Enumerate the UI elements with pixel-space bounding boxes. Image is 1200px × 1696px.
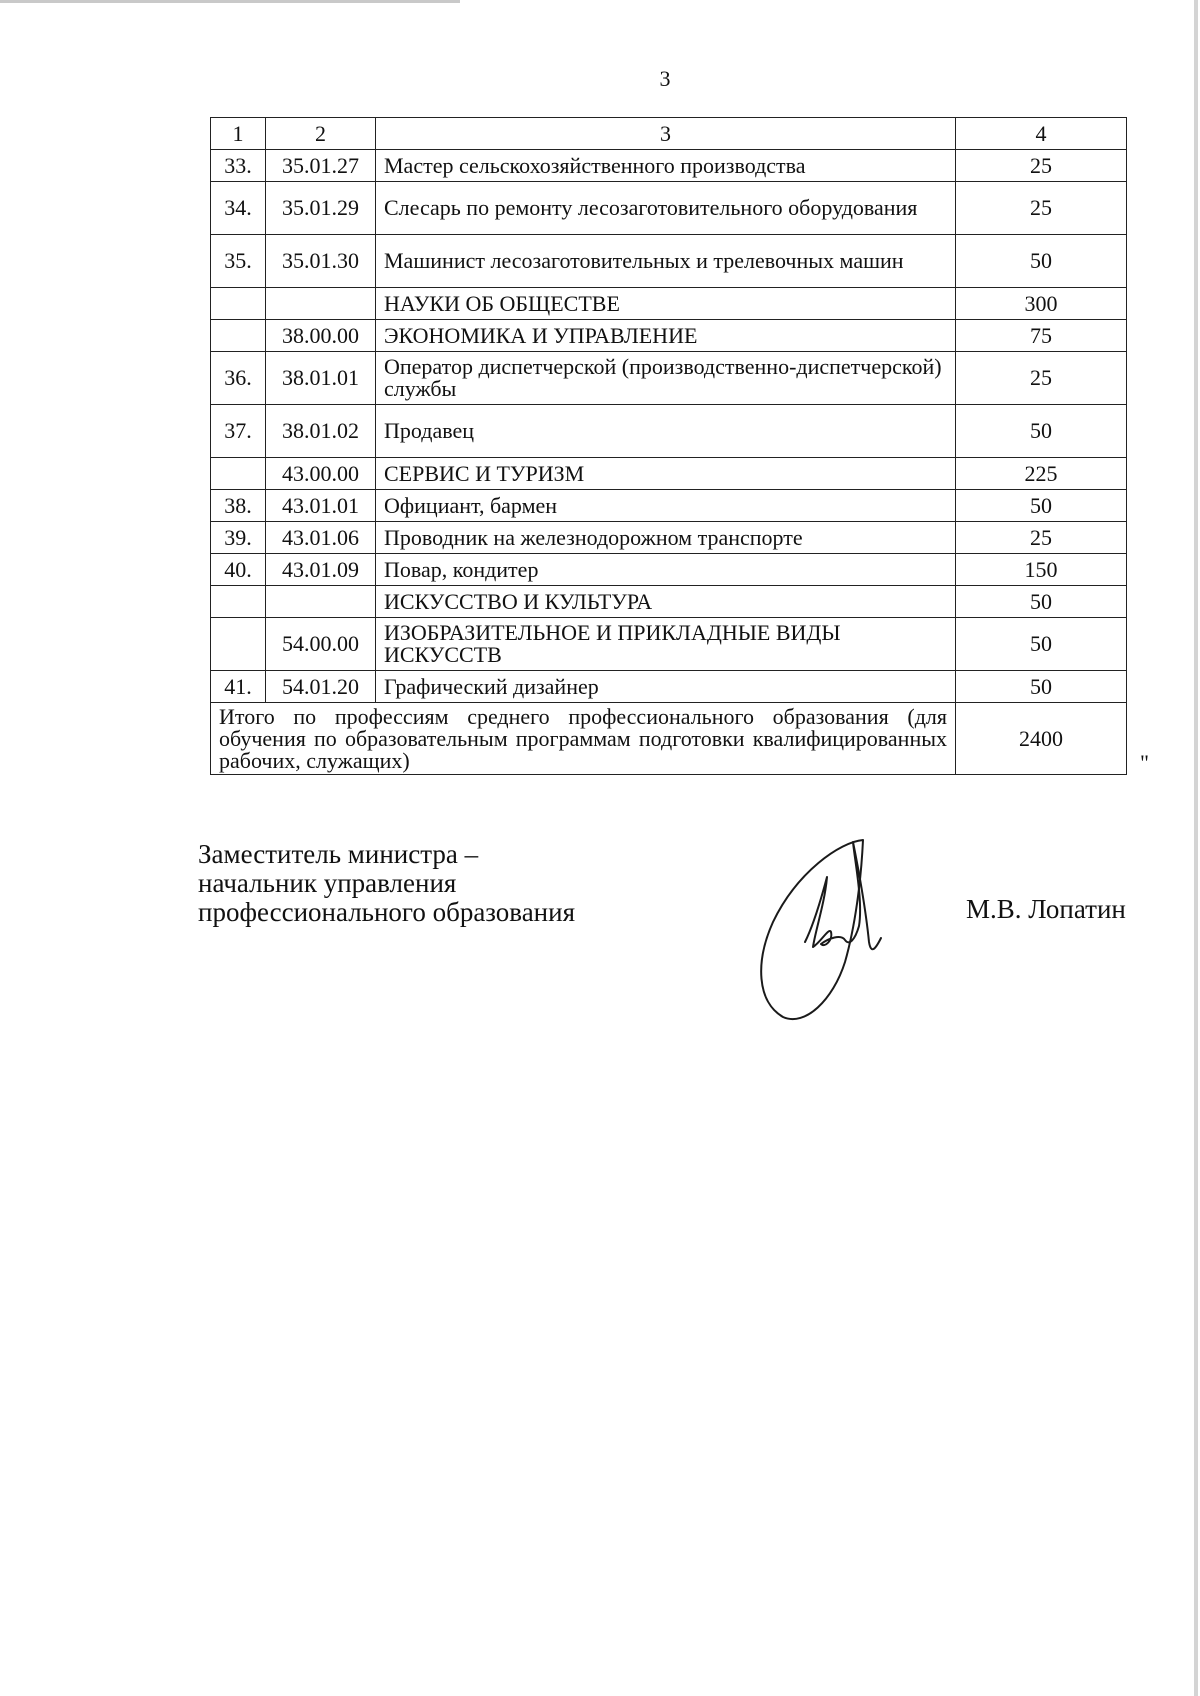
- table-header-row: [211, 118, 1127, 150]
- row-number: 41.: [211, 671, 266, 703]
- total-value: 2400: [956, 703, 1127, 775]
- row-name: Повар, кондитер: [376, 554, 956, 586]
- table-row: [211, 235, 1127, 288]
- table-row: [211, 490, 1127, 522]
- row-code: 43.00.00: [266, 458, 376, 490]
- signatory-line: начальник управления: [198, 868, 457, 898]
- signatory-title: [198, 840, 575, 927]
- signatory-line: Заместитель министра –: [198, 839, 479, 869]
- row-code: 54.00.00: [266, 618, 376, 671]
- table-row: [211, 288, 1127, 320]
- table-row: [211, 458, 1127, 490]
- table-row: [211, 671, 1127, 703]
- row-number: [211, 618, 266, 671]
- row-value: 25: [956, 522, 1127, 554]
- row-name: НАУКИ ОБ ОБЩЕСТВЕ: [376, 288, 956, 320]
- header-cell: 4: [956, 118, 1127, 150]
- table-row: [211, 586, 1127, 618]
- row-name: Официант, бармен: [376, 490, 956, 522]
- handwritten-signature: [745, 822, 925, 1022]
- table-row: [211, 352, 1127, 405]
- row-number: [211, 320, 266, 352]
- signature-loop: [761, 840, 863, 1019]
- row-code: [266, 288, 376, 320]
- row-number: 34.: [211, 182, 266, 235]
- row-number: 39.: [211, 522, 266, 554]
- row-name: Мастер сельскохозяйственного производства: [376, 150, 956, 182]
- table-row: [211, 150, 1127, 182]
- row-number: [211, 586, 266, 618]
- row-number: 36.: [211, 352, 266, 405]
- row-value: 50: [956, 671, 1127, 703]
- row-code: 54.01.20: [266, 671, 376, 703]
- row-number: 37.: [211, 405, 266, 458]
- header-cell: 3: [376, 118, 956, 150]
- row-value: 25: [956, 352, 1127, 405]
- page-number: 3: [659, 66, 671, 91]
- total-label: Итого по профессиям среднего профессионального образования (для обучения по образовательным программам подготовки квалифицированных рабочих, служащих): [211, 703, 956, 775]
- table-row: [211, 522, 1127, 554]
- row-value: 50: [956, 586, 1127, 618]
- row-number: [211, 458, 266, 490]
- row-name: Продавец: [376, 405, 956, 458]
- row-value: 50: [956, 235, 1127, 288]
- row-code: 43.01.01: [266, 490, 376, 522]
- row-number: [211, 288, 266, 320]
- row-number: 33.: [211, 150, 266, 182]
- row-name: Машинист лесозаготовительных и трелевочных машин: [376, 235, 956, 288]
- table-row: [211, 320, 1127, 352]
- table-row: [211, 405, 1127, 458]
- header-cell: 1: [211, 118, 266, 150]
- row-value: 25: [956, 150, 1127, 182]
- row-value: 50: [956, 618, 1127, 671]
- header-cell: 2: [266, 118, 376, 150]
- row-name: СЕРВИС И ТУРИЗМ: [376, 458, 956, 490]
- row-code: 38.00.00: [266, 320, 376, 352]
- row-name: Оператор диспетчерской (производственно-диспетчерской) службы: [376, 352, 956, 405]
- table-row: [211, 618, 1127, 671]
- row-name: ЭКОНОМИКА И УПРАВЛЕНИЕ: [376, 320, 956, 352]
- row-code: 35.01.30: [266, 235, 376, 288]
- closing-quote: ": [1140, 750, 1149, 775]
- row-value: 50: [956, 405, 1127, 458]
- row-value: 225: [956, 458, 1127, 490]
- row-number: 35.: [211, 235, 266, 288]
- table-row: [211, 554, 1127, 586]
- row-name: ИЗОБРАЗИТЕЛЬНОЕ И ПРИКЛАДНЫЕ ВИДЫ ИСКУССТВ: [376, 618, 956, 671]
- row-name: ИСКУССТВО И КУЛЬТУРА: [376, 586, 956, 618]
- table-row: [211, 182, 1127, 235]
- row-value: 150: [956, 554, 1127, 586]
- professions-table: [210, 117, 1127, 775]
- row-code: 43.01.09: [266, 554, 376, 586]
- row-name: Проводник на железнодорожном транспорте: [376, 522, 956, 554]
- scan-edge-top: [0, 0, 460, 3]
- row-name: Слесарь по ремонту лесозаготовительного оборудования: [376, 182, 956, 235]
- scan-edge-right: [1194, 0, 1198, 1696]
- row-value: 25: [956, 182, 1127, 235]
- row-code: [266, 586, 376, 618]
- signer-name: М.В. Лопатин: [966, 894, 1126, 924]
- row-value: 75: [956, 320, 1127, 352]
- signatory-line: профессионального образования: [198, 897, 575, 927]
- row-code: 38.01.01: [266, 352, 376, 405]
- row-number: 40.: [211, 554, 266, 586]
- row-number: 38.: [211, 490, 266, 522]
- table-total-row: [211, 703, 1127, 775]
- signature-letters: [805, 842, 881, 949]
- row-code: 35.01.27: [266, 150, 376, 182]
- row-code: 43.01.06: [266, 522, 376, 554]
- row-name: Графический дизайнер: [376, 671, 956, 703]
- row-value: 300: [956, 288, 1127, 320]
- row-value: 50: [956, 490, 1127, 522]
- row-code: 38.01.02: [266, 405, 376, 458]
- row-code: 35.01.29: [266, 182, 376, 235]
